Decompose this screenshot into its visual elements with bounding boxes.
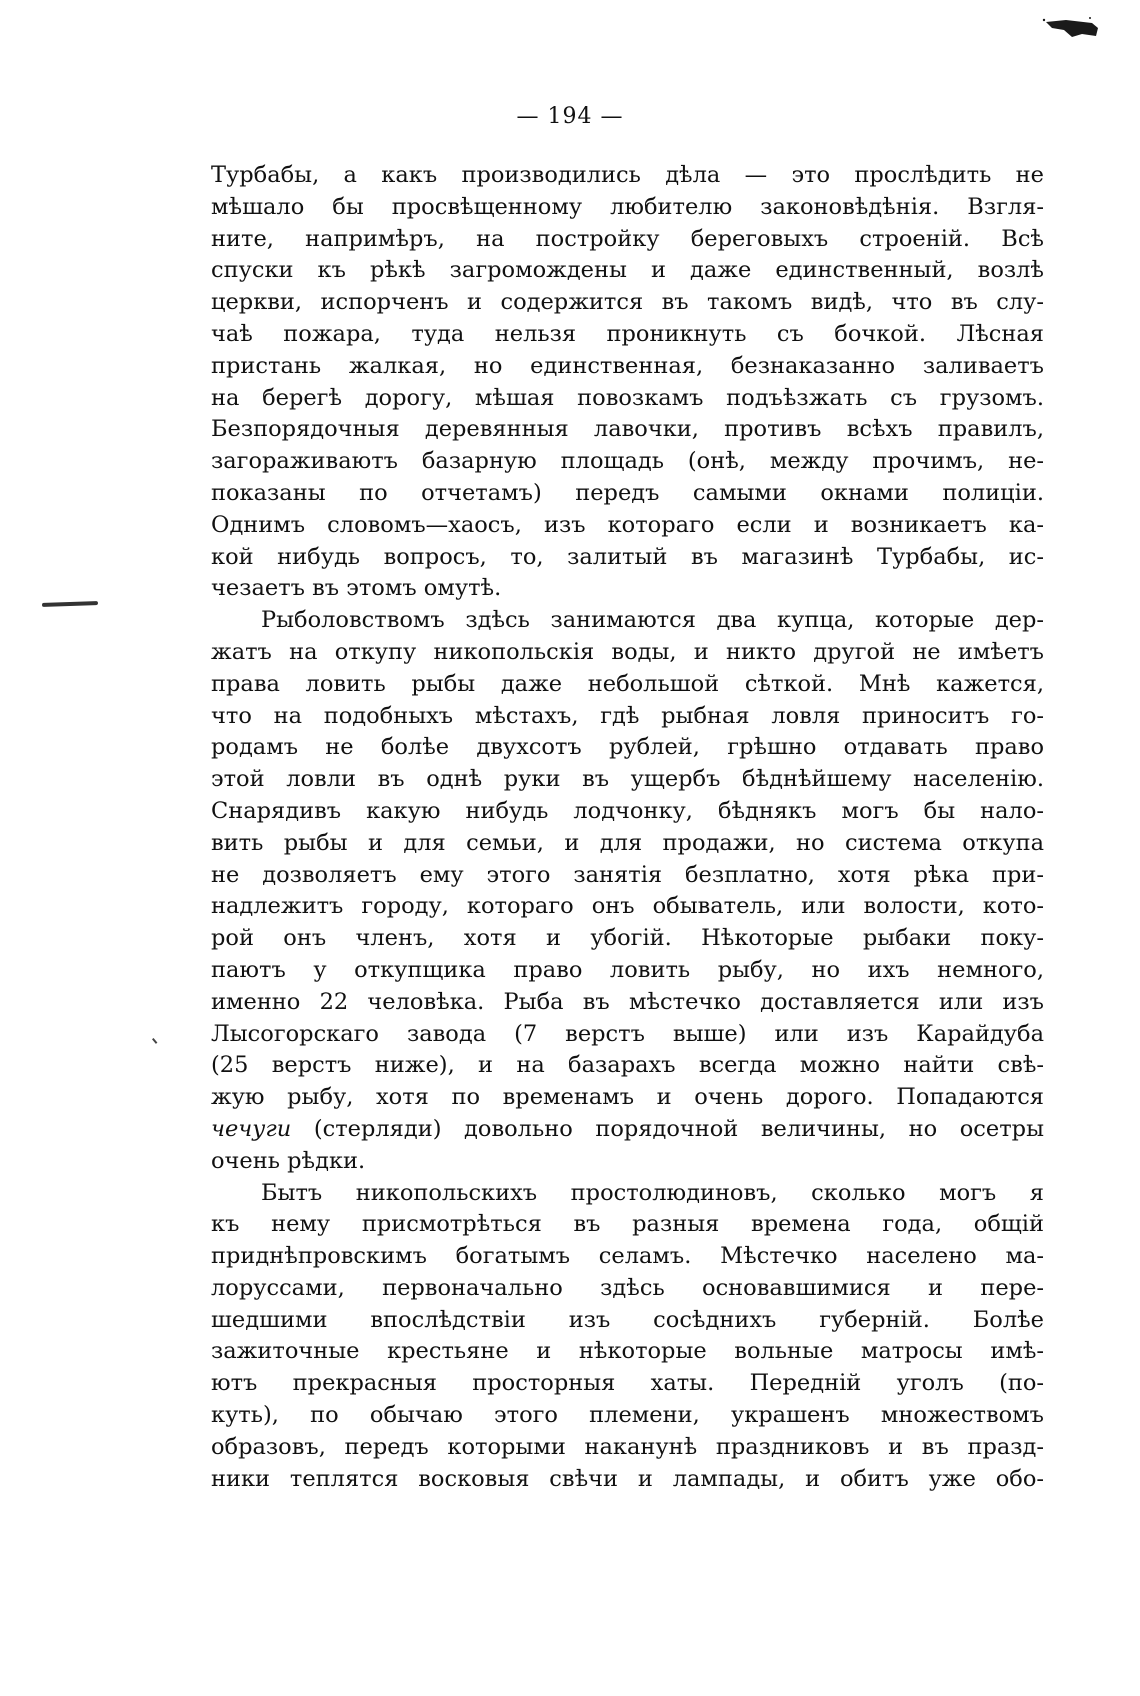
text-line: ютъ прекрасныя просторныя хаты. Передній уголъ (по-: [211, 1370, 1044, 1397]
text-line: именно 22 человѣка. Рыба въ мѣстечко доставляется или изъ: [211, 988, 1044, 1015]
text-line: жатъ на откупу никопольскія воды, и никто другой не имѣетъ: [211, 638, 1044, 665]
margin-tick-mark: [152, 1034, 162, 1044]
page-number: — 194 —: [516, 104, 624, 129]
ink-stain-mark: [1042, 16, 1102, 38]
paragraph-1: [211, 160, 1044, 605]
text-line: Безпорядочныя деревянныя лавочки, противъ всѣхъ правилъ,: [211, 416, 1044, 443]
text-line: этой ловли въ однѣ руки въ ущербъ бѣднѣйшему населенію.: [211, 766, 1044, 793]
text-line: лоруссами, первоначально здѣсь основавшимися и пере-: [211, 1274, 1044, 1301]
text-line: ните, напримѣръ, на постройку береговыхъ строеній. Всѣ: [211, 225, 1044, 252]
margin-dash-mark: [42, 601, 98, 607]
text-line: жую рыбу, хотя по временамъ и очень дорого. Попадаются: [211, 1084, 1044, 1111]
paragraph-3: [211, 1178, 1044, 1496]
text-line: церкви, испорченъ и содержится въ такомъ видѣ, что въ слу-: [211, 289, 1044, 316]
text-line: паютъ у откупщика право ловить рыбу, но ихъ немного,: [211, 956, 1044, 983]
text-line: чаѣ пожара, туда нельзя проникнуть съ бочкой. Лѣсная: [211, 320, 1044, 347]
text-line: мѣшало бы просвѣщенному любителю законовѣдѣнія. Взгля-: [211, 193, 1044, 220]
text-line: образовъ, передъ которыми наканунѣ праздниковъ и въ празд-: [211, 1433, 1044, 1460]
text-line: очень рѣдки.: [211, 1147, 366, 1174]
text-line: пристань жалкая, но единственная, безнаказанно заливаетъ: [211, 352, 1044, 379]
text-line: Бытъ никопольскихъ простолюдиновъ, сколько могъ я: [261, 1179, 1044, 1206]
text-line: Турбабы, а какъ производились дѣла — это прослѣдить не: [211, 162, 1044, 188]
text-line: надлежитъ городу, котораго онъ обыватель, или волости, кото-: [211, 893, 1044, 920]
text-line: (25 верстъ ниже), и на базарахъ всегда можно найти свѣ-: [211, 1052, 1044, 1079]
text-line: Однимъ словомъ—хаосъ, изъ котораго если и возникаетъ ка-: [211, 511, 1044, 538]
text-line: на берегѣ дорогу, мѣшая повозкамъ подъѣзжать съ грузомъ.: [211, 384, 1044, 411]
text-line-italic-start: чечуги (стерляди) довольно порядочной величины, но осетры: [211, 1115, 1044, 1142]
text-line: Рыболовствомъ здѣсь занимаются два купца, которые дер-: [261, 607, 1044, 634]
text-line: что на подобныхъ мѣстахъ, гдѣ рыбная ловля приноситъ го-: [211, 702, 1044, 729]
text-line: Лысогорскаго завода (7 верстъ выше) или изъ Карайдуба: [211, 1020, 1044, 1047]
text-line: спуски къ рѣкѣ загромождены и даже единственный, возлѣ: [211, 257, 1044, 284]
paragraph-2: [211, 605, 1044, 1177]
italic-term: чечуги: [211, 1115, 292, 1142]
text-line: родамъ не болѣе двухсотъ рублей, грѣшно отдавать право: [211, 734, 1044, 761]
body-text: [211, 160, 1044, 1495]
text-line: чезаетъ въ этомъ омутѣ.: [211, 575, 502, 602]
text-line: не дозволяетъ ему этого занятія безплатно, хотя рѣка при-: [211, 861, 1044, 888]
text-line: вить рыбы и для семьи, и для продажи, но система откупа: [211, 829, 1044, 856]
text-line: ники теплятся восковыя свѣчи и лампады, и обитъ уже обо-: [211, 1465, 1044, 1492]
text-line: права ловить рыбы даже небольшой сѣткой. Мнѣ кажется,: [211, 670, 1044, 697]
text-line: куть), по обычаю этого племени, украшенъ множествомъ: [211, 1402, 1044, 1429]
text-line: загораживаютъ базарную площадь (онѣ, между прочимъ, не-: [211, 448, 1044, 475]
text-line: шедшими впослѣдствіи изъ сосѣднихъ губерній. Болѣе: [211, 1306, 1044, 1333]
text-line: зажиточные крестьяне и нѣкоторые вольные матросы имѣ-: [211, 1338, 1044, 1365]
text-line: показаны по отчетамъ) передъ самыми окнами полиціи.: [211, 479, 1044, 506]
text-line: рой онъ членъ, хотя и убогій. Нѣкоторые рыбаки поку-: [211, 925, 1044, 952]
text-line: къ нему присмотрѣться въ разныя времена года, общій: [211, 1211, 1044, 1238]
text-line: кой нибудь вопросъ, то, залитый въ магазинѣ Турбабы, ис-: [211, 543, 1044, 570]
text-line: приднѣпровскимъ богатымъ селамъ. Мѣстечко населено ма-: [211, 1243, 1044, 1270]
text-line: Снарядивъ какую нибудь лодчонку, бѣднякъ могъ бы нало-: [211, 797, 1044, 824]
